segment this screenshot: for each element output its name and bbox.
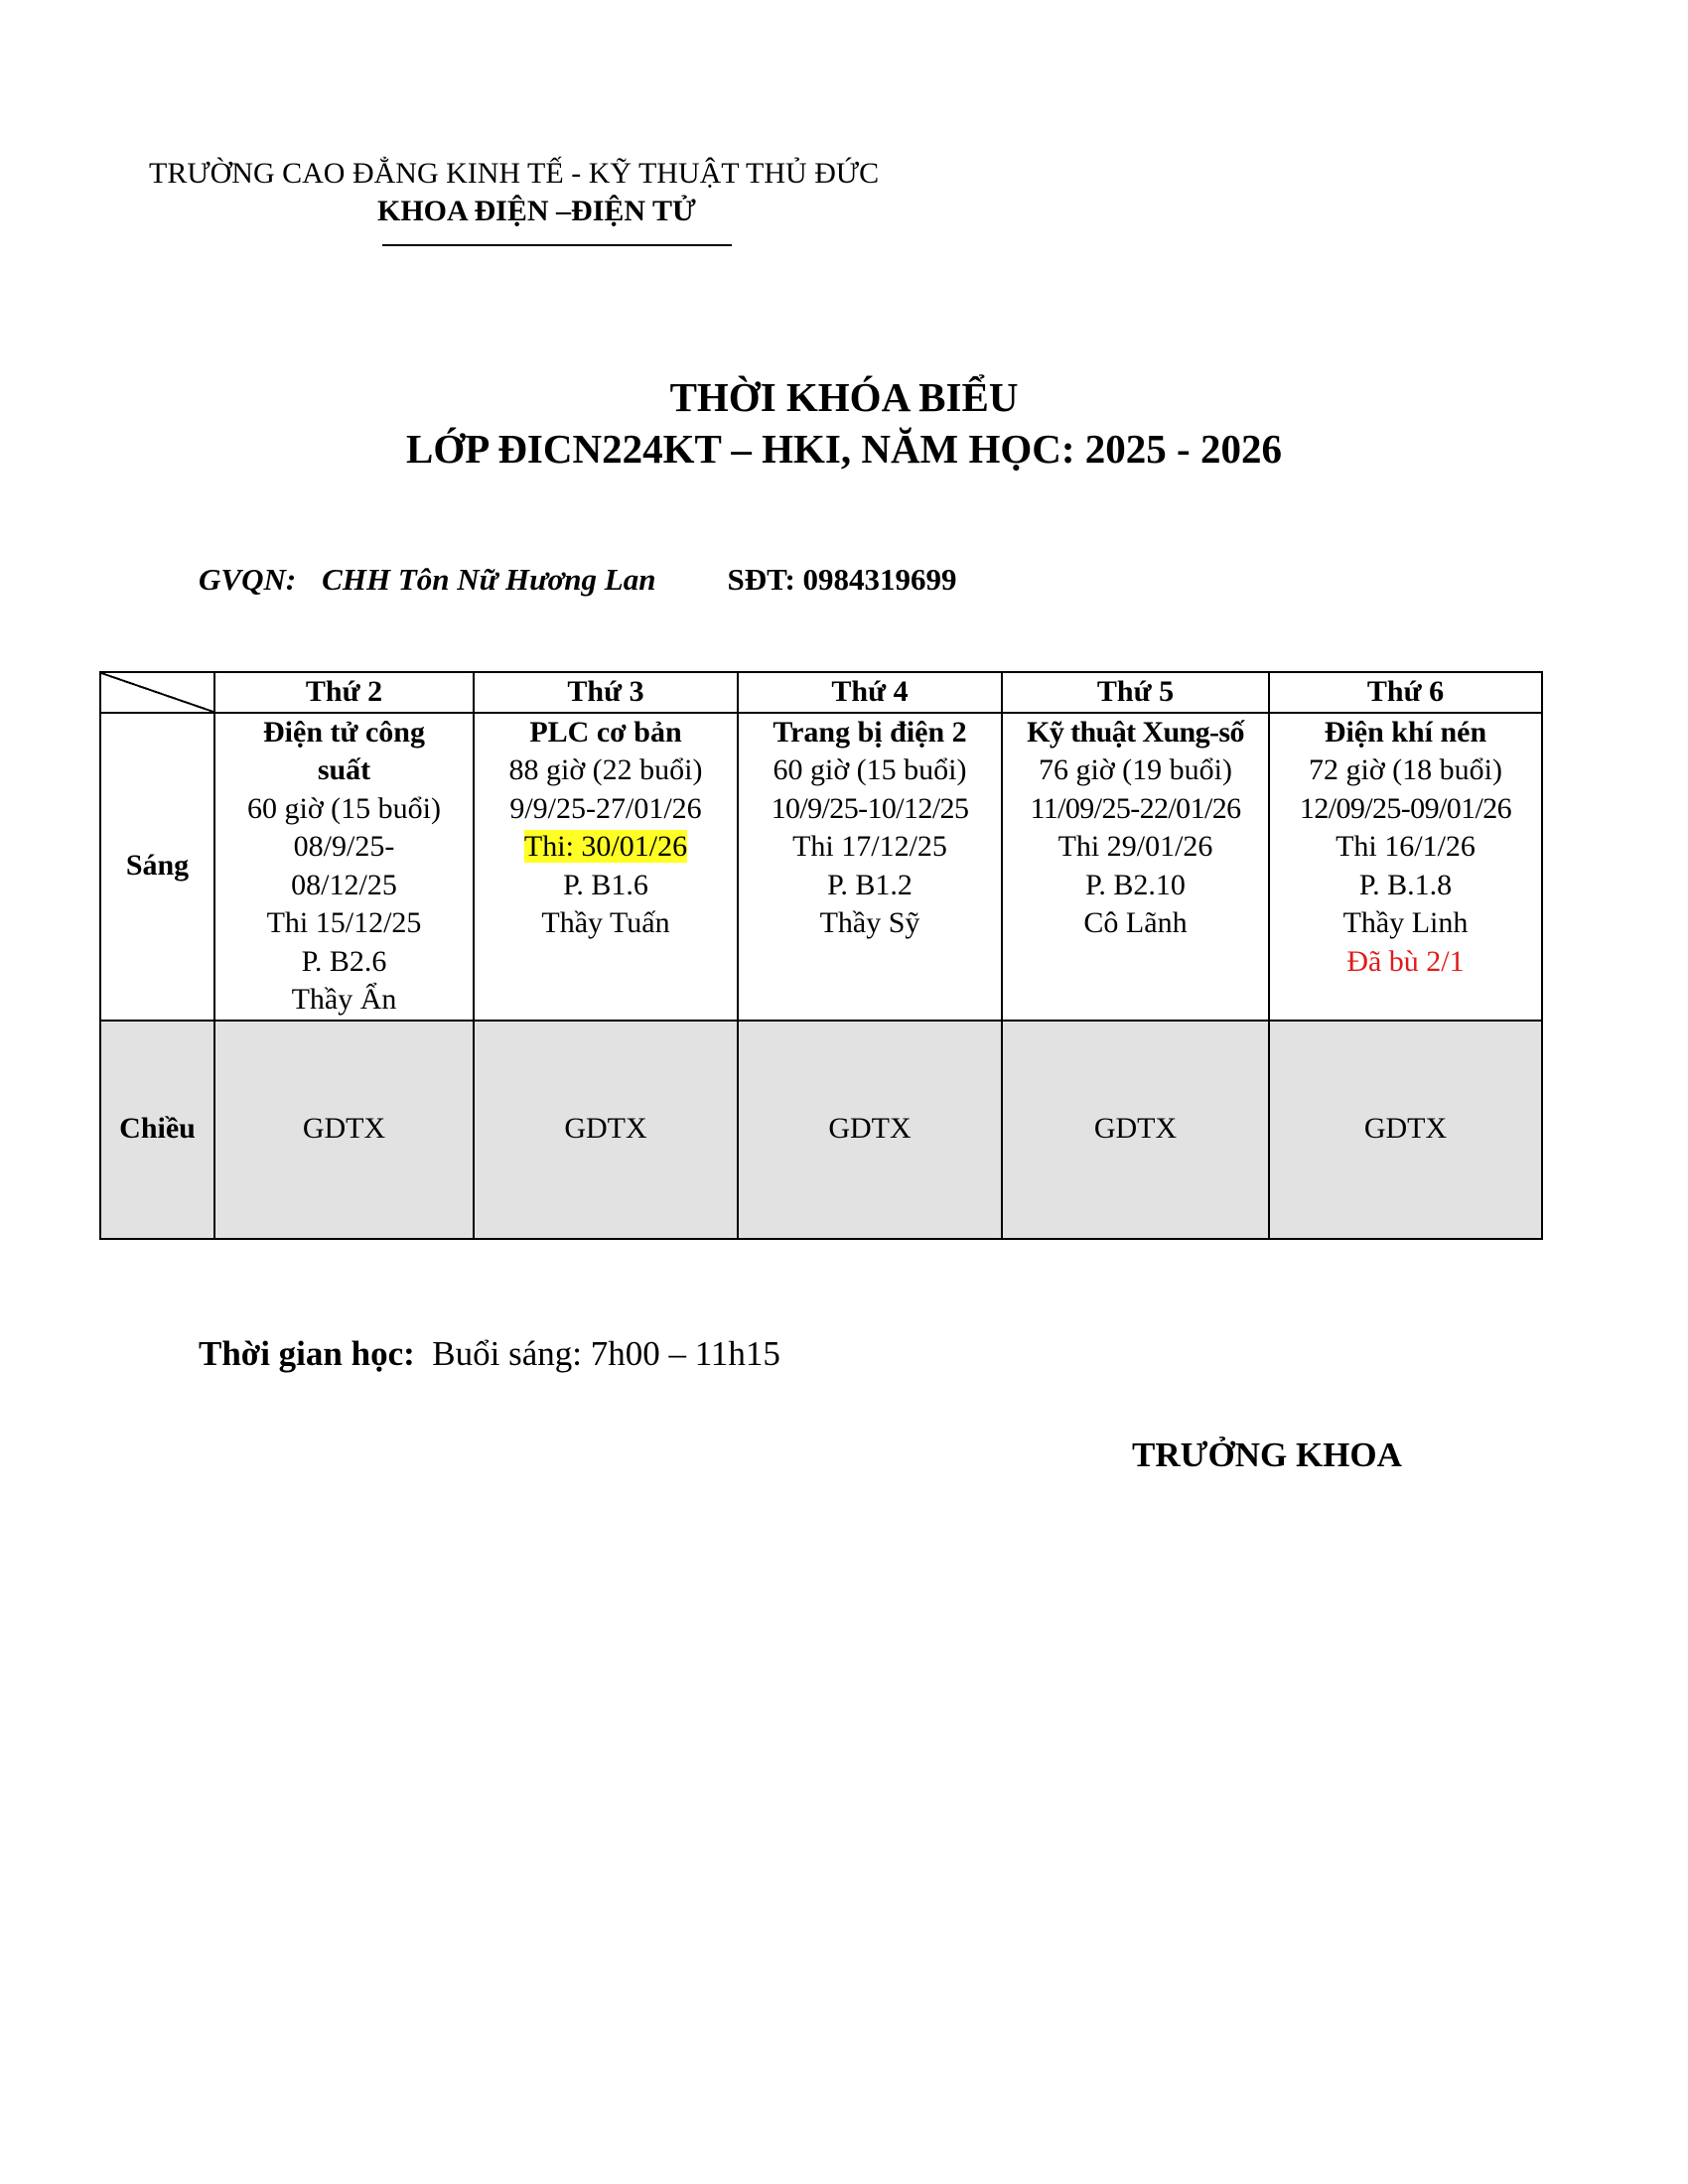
- homeroom-name: CHH Tôn Nữ Hương Lan: [322, 562, 656, 597]
- exam-date-highlighted: Thi: 30/01/26: [523, 830, 688, 863]
- class-title: LỚP ĐICN224KT – HKI, NĂM HỌC: 2025 - 2026: [406, 426, 1282, 472]
- teacher: Cô Lãnh: [1083, 906, 1188, 939]
- phone-number: 0984319699: [802, 562, 957, 597]
- subject-dates: 10/9/25-10/12/25: [771, 791, 969, 825]
- afternoon-label: Chiều: [100, 1021, 214, 1239]
- study-time-label: Thời gian học:: [199, 1334, 415, 1373]
- subject-name: Điện tử công: [263, 715, 425, 749]
- subject-name: PLC cơ bản: [529, 715, 682, 749]
- schedule-cell: [214, 713, 474, 1021]
- faculty-underline: [382, 244, 732, 246]
- teacher: Thầy Tuấn: [541, 906, 670, 939]
- subject-name: Điện khí nén: [1324, 715, 1487, 749]
- day-header: Thứ 5: [1002, 672, 1269, 713]
- day-header: Thứ 6: [1269, 672, 1542, 713]
- study-time-value: Buổi sáng: 7h00 – 11h15: [432, 1334, 780, 1373]
- subject-dates-cont: 08/12/25: [291, 868, 397, 901]
- morning-label: Sáng: [100, 713, 214, 1021]
- room: P. B2.6: [301, 944, 387, 978]
- subject-dates: 08/9/25-: [293, 830, 395, 863]
- subject-dates: 9/9/25-27/01/26: [509, 791, 702, 825]
- schedule-cell: [1002, 713, 1269, 1021]
- afternoon-cell: GDTX: [214, 1021, 474, 1239]
- afternoon-cell: GDTX: [1269, 1021, 1542, 1239]
- teacher: Thầy Ẩn: [291, 983, 397, 1016]
- afternoon-cell: GDTX: [738, 1021, 1002, 1239]
- timetable-header-row: [100, 672, 1542, 713]
- schedule-cell: [474, 713, 738, 1021]
- subject-hours: 60 giờ (15 buổi): [246, 791, 441, 825]
- exam-date: Thi 16/1/26: [1336, 830, 1476, 863]
- schedule-cell: [1269, 713, 1542, 1021]
- document-title: THỜI KHÓA BIỂU: [669, 374, 1019, 420]
- homeroom-teacher-line: [199, 562, 957, 598]
- day-header: Thứ 4: [738, 672, 1002, 713]
- exam-date: Thi 15/12/25: [266, 906, 422, 939]
- exam-date: Thi 17/12/25: [792, 830, 947, 863]
- room: P. B1.6: [563, 868, 648, 901]
- room: P. B.1.8: [1358, 868, 1453, 901]
- phone-label: SĐT:: [727, 562, 795, 597]
- subject-dates: 12/09/25-09/01/26: [1299, 791, 1512, 825]
- teacher: Thầy Sỹ: [819, 906, 920, 939]
- faculty-name: KHOA ĐIỆN –ĐIỆN TỬ: [377, 195, 696, 227]
- makeup-note: Đã bù 2/1: [1346, 944, 1465, 978]
- afternoon-row: [100, 1021, 1542, 1239]
- day-header: Thứ 2: [214, 672, 474, 713]
- subject-dates: 11/09/25-22/01/26: [1030, 791, 1241, 825]
- afternoon-cell: GDTX: [1002, 1021, 1269, 1239]
- corner-cell: [100, 672, 214, 713]
- subject-hours: 76 giờ (19 buổi): [1038, 753, 1232, 786]
- subject-name: Kỹ thuật Xung-số: [1027, 715, 1244, 749]
- room: P. B2.10: [1085, 868, 1186, 901]
- day-header: Thứ 3: [474, 672, 738, 713]
- study-time: [199, 1334, 780, 1374]
- teacher: Thầy Linh: [1342, 906, 1469, 939]
- dean-signature-title: TRƯỞNG KHOA: [1132, 1435, 1402, 1474]
- subject-name: Trang bị điện 2: [773, 715, 967, 749]
- morning-row: [100, 713, 1542, 1021]
- exam-date: Thi 29/01/26: [1057, 830, 1213, 863]
- room: P. B1.2: [827, 868, 913, 901]
- subject-name-cont: suất: [317, 753, 371, 786]
- homeroom-label: GVQN:: [199, 562, 297, 597]
- school-name: TRƯỜNG CAO ĐẲNG KINH TẾ - KỸ THUẬT THỦ ĐỨC: [149, 157, 880, 190]
- schedule-cell: [738, 713, 1002, 1021]
- timetable: [99, 671, 1543, 1240]
- subject-hours: 72 giờ (18 buổi): [1308, 753, 1502, 786]
- subject-hours: 60 giờ (15 buổi): [773, 753, 967, 786]
- afternoon-cell: GDTX: [474, 1021, 738, 1239]
- subject-hours: 88 giờ (22 buổi): [508, 753, 703, 786]
